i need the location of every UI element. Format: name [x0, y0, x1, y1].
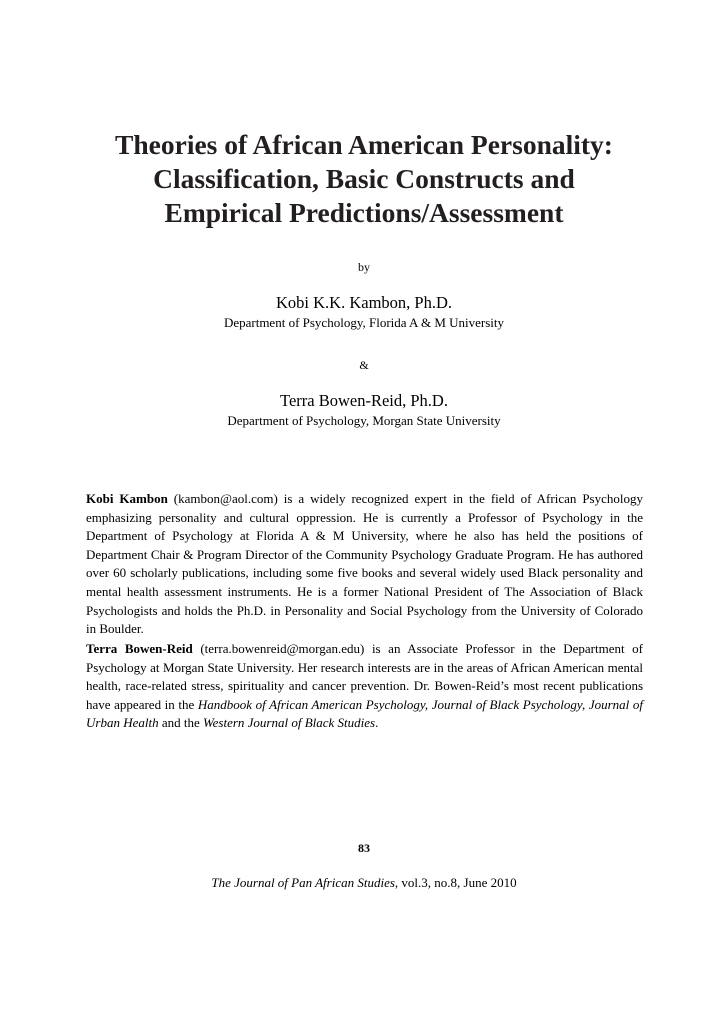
- journal-footer: [0, 875, 728, 891]
- bio-2-name: Terra Bowen-Reid: [86, 641, 193, 656]
- author-1-bio: [86, 490, 643, 639]
- author-1-name: Kobi K.K. Kambon, Ph.D.: [276, 293, 452, 312]
- bio-2-text: (terra.bowenreid@morgan.edu) is an Associate Professor in the Department of Psychology at Morgan State University. Her research interests are in the areas of African American mental health, race-related stress, spirituality and cancer prevention. Dr. Bowen-Reid’s most recent publications have appeared in the: [86, 641, 643, 712]
- author-2-name: Terra Bowen-Reid, Ph.D.: [280, 391, 448, 410]
- footer-issue: , vol.3, no.8, June 2010: [394, 875, 517, 890]
- title-line-3: Empirical Predictions/Assessment: [164, 197, 564, 228]
- bio-2-end: .: [375, 715, 379, 731]
- title-line-2: Classification, Basic Constructs and: [153, 163, 575, 194]
- bio-2-journals: Handbook of African American Psychology, Journal of Black Psychology, Journal of Urban Health: [86, 696, 643, 731]
- by-line: by: [358, 260, 370, 274]
- author-2-affiliation: Department of Psychology, Morgan State University: [227, 413, 501, 428]
- footer-journal-name: The Journal of Pan African Studies: [211, 875, 395, 890]
- bio-1-name: Kobi Kambon: [86, 491, 168, 506]
- author-1-affiliation: Department of Psychology, Florida A & M University: [223, 315, 505, 330]
- page-number: 83: [358, 841, 370, 855]
- paper-title: [60, 128, 668, 230]
- bio-2-and: and the: [158, 715, 203, 731]
- bio-1-text: (kambon@aol.com) is a widely recognized expert in the field of African Psychology emphasizing personality and cultural oppression. He is currently a Professor of Psychology in the Department of Psychology at Florida A & M University, where he also has held the positions of Department Chair & Program Director of the Community Psychology Graduate Program. He has authored over 60 scholarly publications, including some five books and several widely used Black personality and mental health assessment instruments. He is a former National President of The Association of Black Psychologists and holds the Ph.D. in Personality and Social Psychology from the University of Colorado in Boulder.: [86, 491, 643, 637]
- bio-2-journal-last: Western Journal of Black Studies: [203, 715, 376, 731]
- ampersand: &: [359, 358, 369, 372]
- title-line-1: Theories of African American Personality:: [115, 129, 613, 160]
- author-2-bio: [86, 640, 643, 733]
